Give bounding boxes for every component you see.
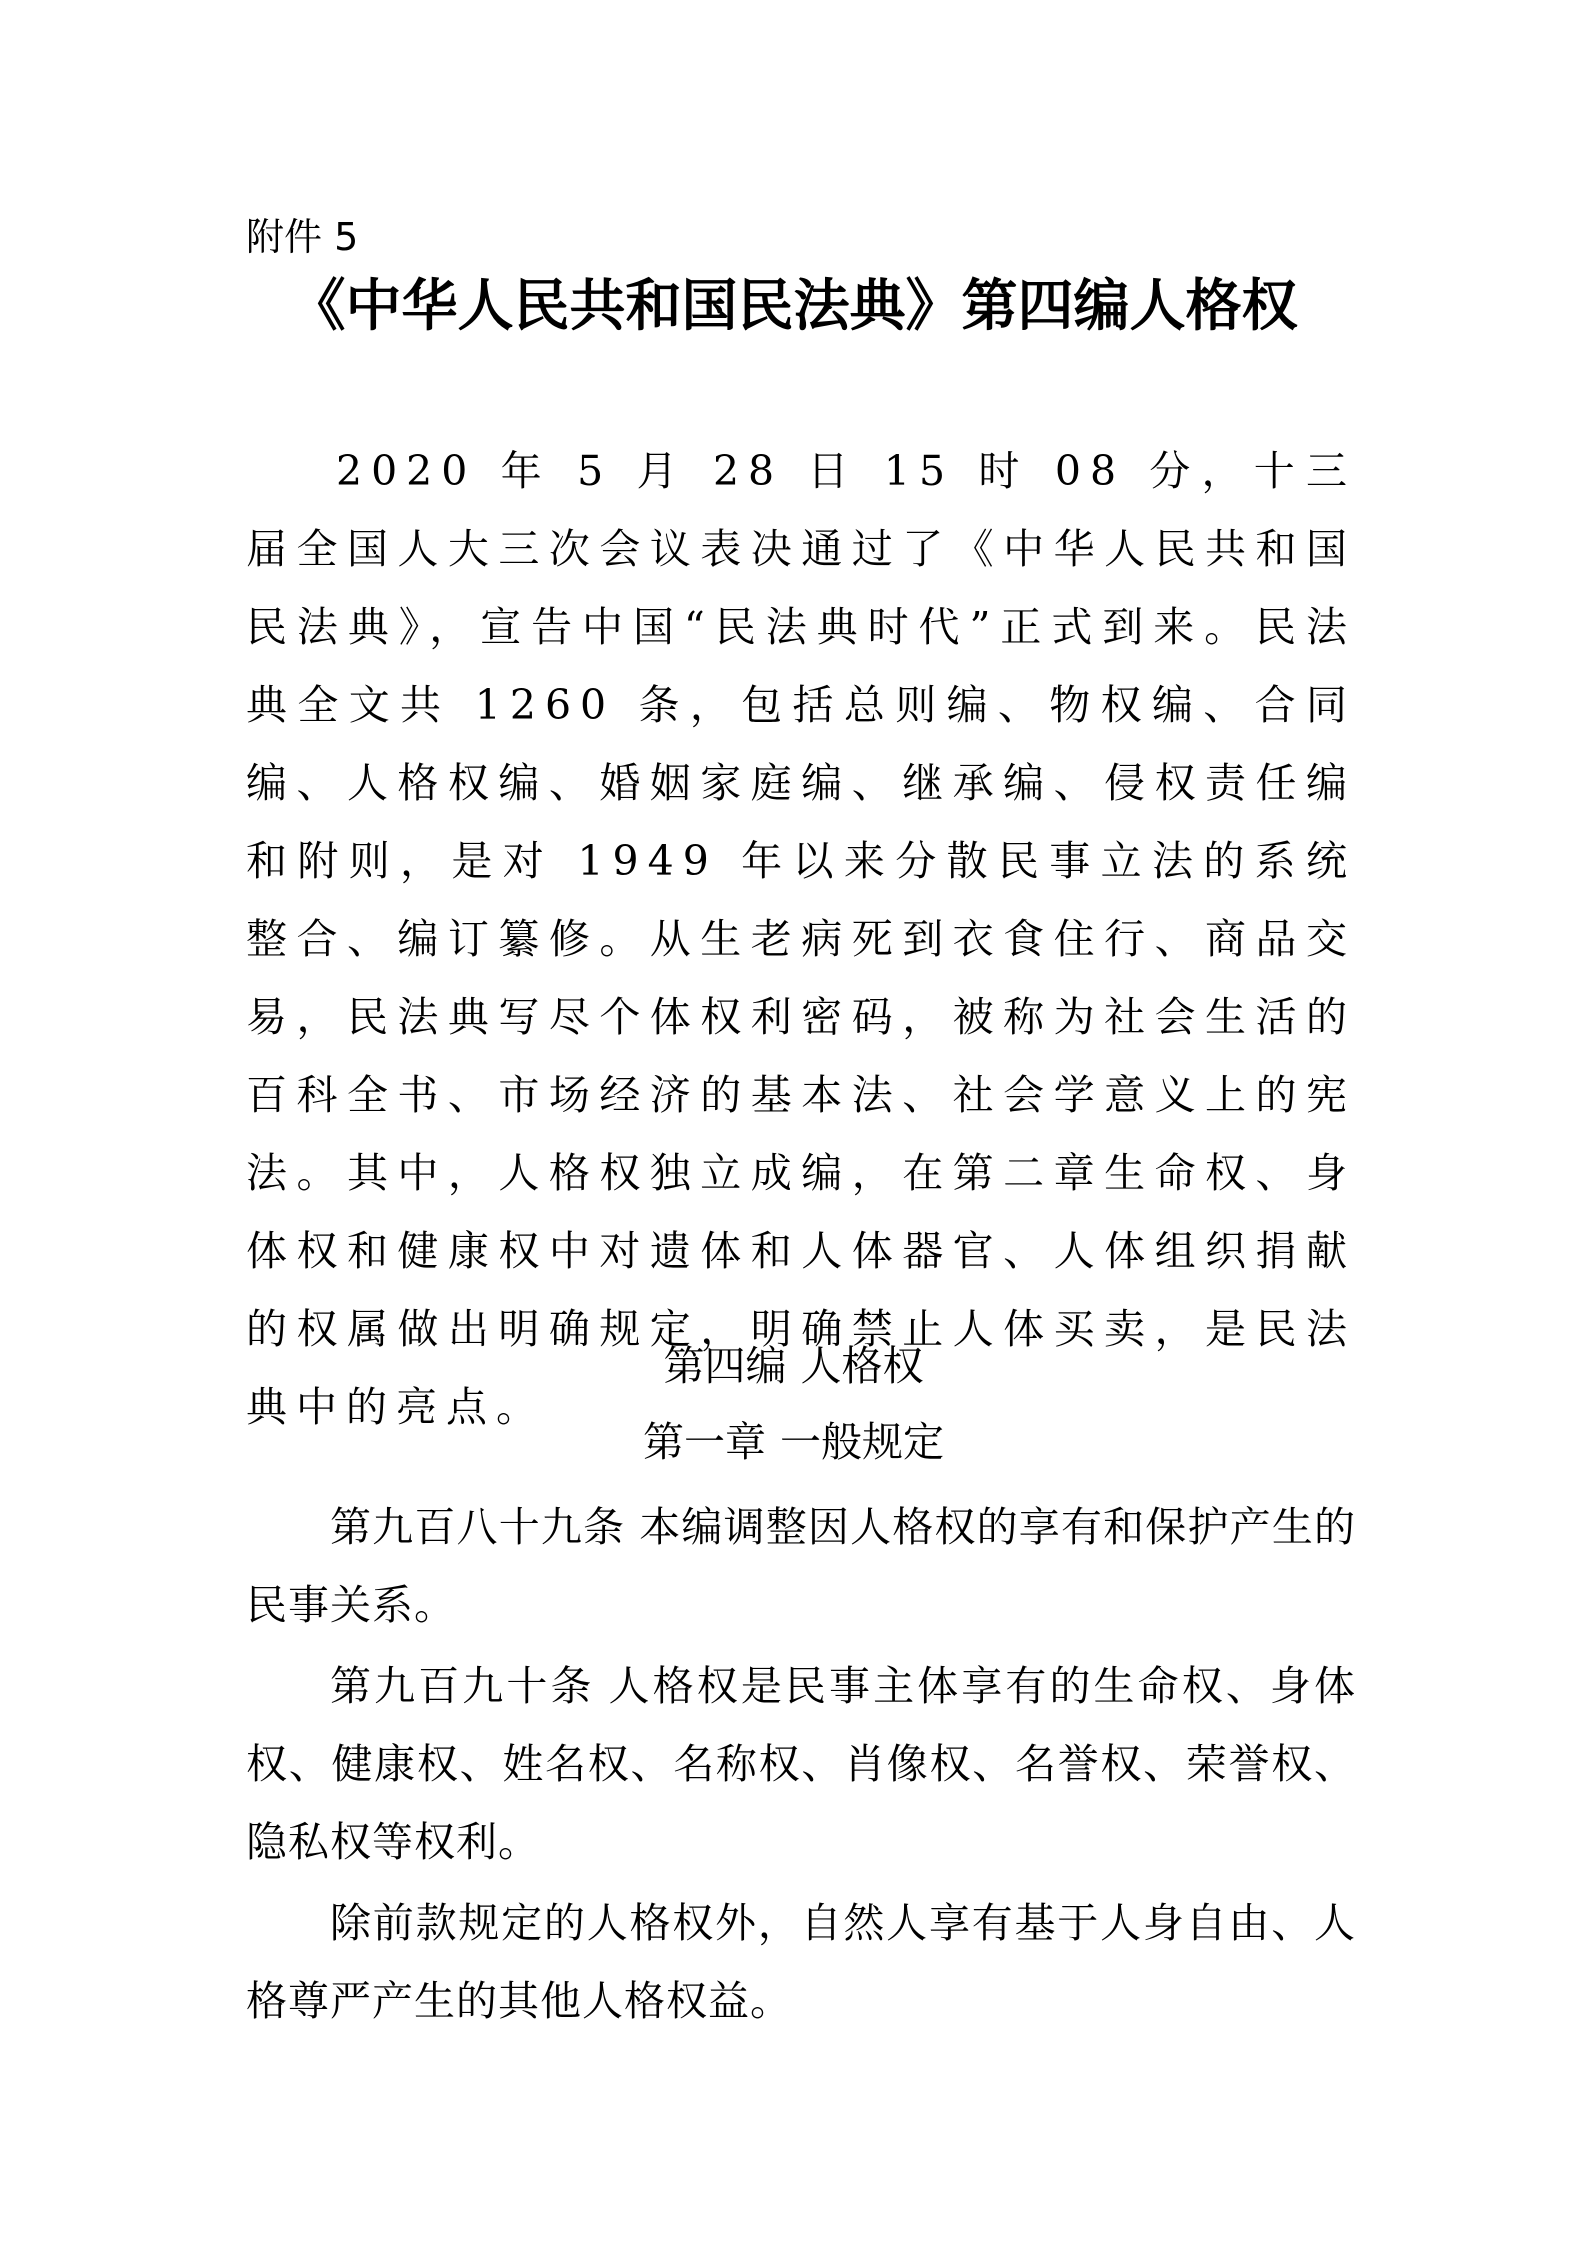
article-text: 除前款规定的人格权外，自然人享有基于人身自由、人格尊严产生的其他人格权益。 [246, 1899, 1356, 2025]
chapter-number: 第一章 [643, 1418, 766, 1466]
part-name: 人格权 [800, 1342, 924, 1390]
article-number: 第九百八十九条 [330, 1503, 626, 1551]
article-text: 人格权是民事主体享有的生命权、身体权、健康权、姓名权、名称权、肖像权、名誉权、荣誉权、隐私权等权利。 [246, 1662, 1356, 1866]
part-number: 第四编 [663, 1342, 787, 1390]
attachment-label: 附件 5 [246, 215, 359, 259]
article-990-paragraph-2 [246, 1884, 1356, 2040]
intro-paragraph: 2020 年 5 月 28 日 15 时 08 分，十三届全国人大三次会议表决通过了《中华人民共和国民法典》，宣告中国“民法典时代”正式到来。民法典全文共 1260 条，包括总则编、物权编、合同编、人格权编、婚姻家庭编、继承编、侵权责任编和附则，是对 1949 年以来分散民事立法的系统整合、编订纂修。从生老病死到衣食住行、商品交易，民法典写尽个体权利密码，被称为社会生活的百科全书、市场经济的基本法、社会学意义上的宪法。其中，人格权独立成编，在第二章生命权、身体权和健康权中对遗体和人体器官、人体组织捐献的权属做出明确规定，明确禁止人体买卖，是民法典中的亮点。 [246, 447, 1356, 1431]
article-990 [246, 1647, 1356, 1881]
chapter-name: 一般规定 [780, 1418, 944, 1466]
document-title: 《中华人民共和国民法典》第四编人格权 [289, 274, 1298, 339]
article-number: 第九百九十条 [330, 1662, 595, 1710]
article-text: 本编调整因人格权的享有和保护产生的民事关系。 [246, 1503, 1356, 1629]
chapter-heading [0, 1412, 1587, 1472]
part-heading [0, 1336, 1587, 1396]
article-989 [246, 1488, 1356, 1644]
